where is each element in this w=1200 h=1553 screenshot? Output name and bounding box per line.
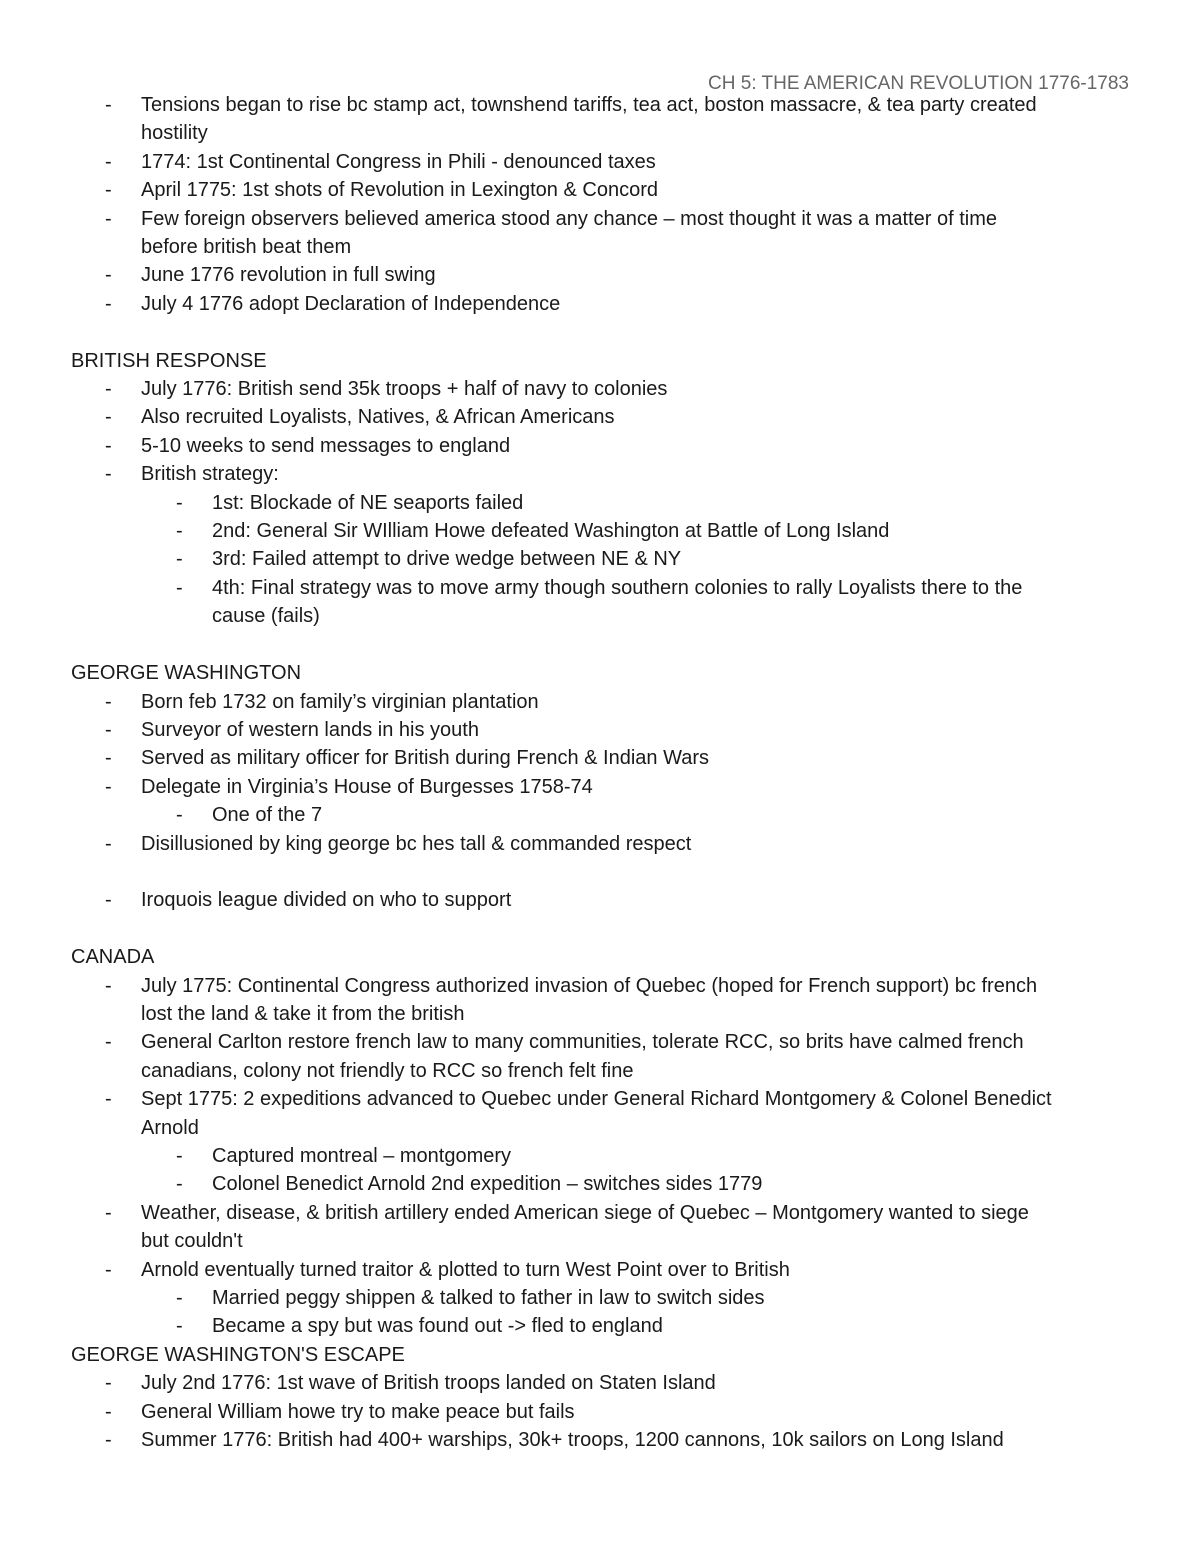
line-text: Tensions began to rise bc stamp act, townshend tariffs, tea act, boston massacre, & tea party created [141,94,1037,116]
line-text: British strategy: [141,463,279,486]
sub-bullet-item [71,489,1131,517]
bullet-marker: - [105,1201,112,1224]
bullet-continuation [71,119,1131,147]
line-text: 1774: 1st Continental Congress in Phili - denounced taxes [141,150,656,173]
bullet-item [71,1199,1131,1227]
bullet-continuation [71,602,1131,630]
bullet-continuation [71,233,1131,261]
bullet-marker: - [105,1372,112,1395]
line-text: General William howe try to make peace but fails [141,1400,575,1423]
bullet-item [71,1085,1131,1113]
line-text: 2nd: General Sir WIlliam Howe defeated Washington at Battle of Long Island [212,520,890,543]
bullet-marker: - [105,832,112,855]
line-text: 4th: Final strategy was to move army though southern colonies to rally Loyalists there to the [212,576,1023,599]
line-text: General Carlton restore french law to many communities, tolerate RCC, so brits have calmed french [141,1031,1024,1054]
bullet-item [71,205,1131,233]
line-text: Delegate in Virginia’s House of Burgesses 1758-74 [141,775,593,798]
line-text: 1st: Blockade of NE seaports failed [212,491,524,514]
bullet-marker: - [176,576,183,599]
bullet-marker: - [176,1144,183,1167]
bullet-marker: - [105,1258,112,1281]
section-heading [71,943,1131,971]
bullet-marker: - [105,434,112,457]
sub-bullet-item [71,545,1131,573]
line-text: Colonel Benedict Arnold 2nd expedition – switches sides 1779 [212,1173,763,1196]
line-text: but couldn't [141,1230,243,1253]
blank-line [71,915,1131,943]
bullet-item [71,432,1131,460]
line-text: CANADA [71,946,155,969]
line-text: July 1775: Continental Congress authorized invasion of Quebec (hoped for French support) bc french [141,974,1038,997]
bullet-marker: - [105,179,112,202]
bullet-item [71,91,1131,119]
bullet-item [71,972,1131,1000]
bullet-item [71,403,1131,431]
sub-bullet-item [71,574,1131,602]
bullet-marker: - [105,1031,112,1054]
bullet-marker: - [105,974,112,997]
bullet-item [71,375,1131,403]
sub-bullet-item [71,1142,1131,1170]
bullet-item [71,1426,1131,1454]
page-header-title: CH 5: THE AMERICAN REVOLUTION 1776-1783 [708,73,1129,94]
bullet-item [71,176,1131,204]
line-text: Also recruited Loyalists, Natives, & African Americans [141,406,615,429]
bullet-marker: - [176,491,183,514]
line-text: GEORGE WASHINGTON [71,662,302,685]
line-text: BRITISH RESPONSE [71,349,267,372]
line-text: April 1775: 1st shots of Revolution in Lexington & Concord [141,179,658,202]
bullet-marker: - [105,690,112,713]
line-text: Few foreign observers believed america stood any chance – most thought it was a matter of time [141,207,997,230]
line-text: canadians, colony not friendly to RCC so french felt fine [141,1059,634,1082]
line-text: 5-10 weeks to send messages to england [141,434,511,457]
line-text: Arnold eventually turned traitor & plotted to turn West Point over to British [141,1258,790,1281]
section-heading [71,347,1131,375]
bullet-item [71,744,1131,772]
bullet-marker: - [105,747,112,770]
blank-line [71,858,1131,886]
bullet-continuation [71,1000,1131,1028]
bullet-item [71,148,1131,176]
blank-line [71,631,1131,659]
bullet-item [71,886,1131,914]
blank-line [71,318,1131,346]
bullet-marker: - [105,94,112,116]
line-text: Became a spy but was found out -> fled to england [212,1315,663,1338]
bullet-marker: - [176,1315,183,1338]
sub-bullet-item [71,801,1131,829]
bullet-marker: - [176,1287,183,1309]
bullet-continuation [71,1227,1131,1255]
bullet-marker: - [105,718,112,741]
bullet-item [71,716,1131,744]
line-text: July 1776: British send 35k troops + half of navy to colonies [141,378,668,401]
bullet-item [71,1256,1131,1284]
line-text: Captured montreal – montgomery [212,1144,512,1167]
bullet-marker: - [105,1429,112,1452]
bullet-marker: - [105,264,112,287]
bullet-marker: - [105,378,112,401]
bullet-item [71,1028,1131,1056]
bullet-marker: - [105,463,112,486]
bullet-marker: - [105,150,112,173]
bullet-marker: - [176,548,183,571]
bullet-item [71,1369,1131,1397]
bullet-continuation [71,1114,1131,1142]
section-heading [71,659,1131,687]
line-text: Surveyor of western lands in his youth [141,718,479,741]
bullet-marker: - [176,1173,183,1196]
bullet-item [71,290,1131,318]
section-heading [71,1341,1131,1369]
bullet-marker: - [105,292,112,315]
line-text: Sept 1775: 2 expeditions advanced to Quebec under General Richard Montgomery & Colonel Benedict [141,1088,1052,1111]
bullet-marker: - [105,889,112,912]
line-text: July 4 1776 adopt Declaration of Independence [141,292,561,315]
bullet-marker: - [105,207,112,230]
bullet-continuation [71,1057,1131,1085]
bullet-item [71,261,1131,289]
line-text: Arnold [141,1116,199,1139]
line-text: Disillusioned by king george bc hes tall & commanded respect [141,832,692,855]
bullet-marker: - [105,406,112,429]
line-text: Weather, disease, & british artillery ended American siege of Quebec – Montgomery wanted to siege [141,1201,1029,1224]
line-text: Iroquois league divided on who to support [141,889,512,912]
line-text: Married peggy shippen & talked to father in law to switch sides [212,1287,765,1309]
line-text: 3rd: Failed attempt to drive wedge between NE & NY [212,548,682,571]
sub-bullet-item [71,1170,1131,1198]
bullet-marker: - [105,775,112,798]
line-text: July 2nd 1776: 1st wave of British troops landed on Staten Island [141,1372,716,1395]
line-text: lost the land & take it from the british [141,1002,465,1025]
notes-body [71,91,1131,1454]
line-text: hostility [141,122,208,145]
bullet-item [71,688,1131,716]
sub-bullet-item [71,1284,1131,1312]
line-text: Born feb 1732 on family’s virginian plantation [141,690,539,713]
bullet-marker: - [176,804,183,827]
bullet-marker: - [176,520,183,543]
bullet-marker: - [105,1400,112,1423]
line-text: June 1776 revolution in full swing [141,264,436,287]
line-text: Summer 1776: British had 400+ warships, 30k+ troops, 1200 cannons, 10k sailors on Long Island [141,1429,1004,1452]
sub-bullet-item [71,1312,1131,1340]
bullet-item [71,773,1131,801]
line-text: One of the 7 [212,804,323,827]
line-text: GEORGE WASHINGTON'S ESCAPE [71,1343,405,1366]
bullet-marker: - [105,1088,112,1111]
bullet-item [71,1398,1131,1426]
line-text: Served as military officer for British during French & Indian Wars [141,747,709,770]
bullet-item [71,460,1131,488]
sub-bullet-item [71,517,1131,545]
bullet-item [71,830,1131,858]
line-text: cause (fails) [212,605,320,628]
line-text: before british beat them [141,236,352,259]
